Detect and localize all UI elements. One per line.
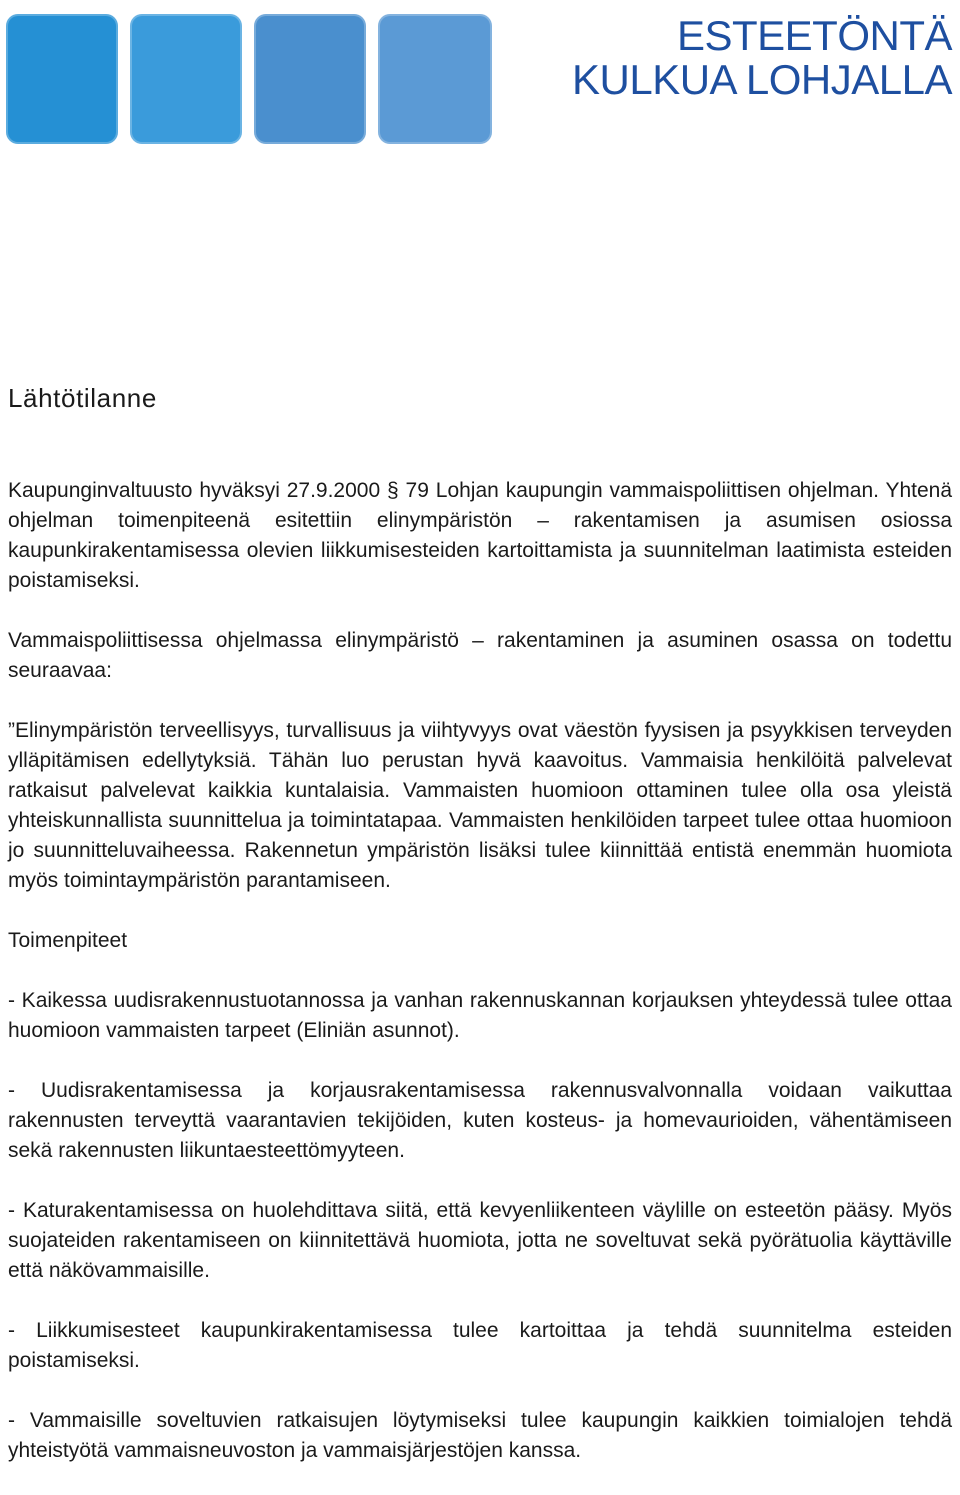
- paragraph-measure-2: - Uudisrakentamisessa ja korjausrakentamisessa rakennusvalvonnalla voidaan vaikuttaa rakennusten terveyttä vaarantavien tekijöiden, kuten kosteus- ja homevaurioiden, vähentämiseen sekä rakennusten liikuntaesteettömyyteen.: [8, 1079, 952, 1162]
- header-block-4: [378, 14, 492, 144]
- header-graphic: [6, 14, 492, 148]
- header-block-1: [6, 14, 118, 144]
- paragraph-measure-1: - Kaikessa uudisrakennustuotannossa ja vanhan rakennuskannan korjauksen yhteydessä tulee ottaa huomioon vammaisten tarpeet (Eliniän asunnot).: [8, 989, 952, 1042]
- body-text: [8, 476, 952, 1466]
- section-heading: Lähtötilanne: [8, 383, 157, 413]
- header-block-2: [130, 14, 242, 144]
- paragraph-measure-3: - Katurakentamisessa on huolehdittava siitä, että kevyenliikenteen väylille on esteetön pääsy. Myös suojateiden rakentamiseen on kiinnitettävä huomiota, jotta ne soveltuvat sekä pyörätuolia käyttäville että näkövammaisille.: [8, 1199, 952, 1282]
- paragraph-quote: ”Elinympäristön terveellisyys, turvallisuus ja viihtyvyys ovat väestön fyysisen ja psyykkisen terveyden ylläpitämisen edellytyksiä. Tähän luo perustan hyvä kaavoitus. Vammaisia henkilöitä palvelevat ratkaisut palvelevat kaikkia kuntalaisia. Vammaisten huomioon ottaminen tulee olla osa yleistä yhteiskunnallista suunnittelua ja toimintatapaa. Vammaisten henkilöiden tarpeet tulee ottaa huomioon jo suunnitteluvaiheessa. Rakennetun ympäristön lisäksi tulee kiinnittää entistä enemmän huomiota myös toimintaympäristön parantamiseen.: [8, 719, 952, 892]
- header-block-3: [254, 14, 366, 144]
- document-title-line-2: KULKUA LOHJALLA: [571, 56, 952, 103]
- paragraph-measure-4: - Liikkumisesteet kaupunkirakentamisessa tulee kartoittaa ja tehdä suunnitelma esteiden poistamiseksi.: [8, 1319, 952, 1372]
- paragraph-measures-heading: Toimenpiteet: [8, 929, 128, 952]
- document-title: [572, 14, 952, 102]
- document-title-line-1: ESTEETÖNTÄ: [676, 12, 952, 59]
- paragraph-measure-5: - Vammaisille soveltuvien ratkaisujen löytymiseksi tulee kaupungin kaikkien toimialojen tehdä yhteistyötä vammaisneuvoston ja vammaisjärjestöjen kanssa.: [8, 1409, 952, 1462]
- paragraph-program: Vammaispoliittisessa ohjelmassa elinympäristö – rakentaminen ja asuminen osassa on todettu seuraavaa:: [8, 629, 952, 682]
- paragraph-intro: Kaupunginvaltuusto hyväksyi 27.9.2000 § 79 Lohjan kaupungin vammaispoliittisen ohjelman. Yhtenä ohjelman toimenpiteenä esitettiin elinympäristön – rakentamisen ja asumisen osiossa kaupunkirakentamisessa olevien liikkumisesteiden kartoittamista ja suunnitelman laatimista esteiden poistamiseksi.: [8, 479, 952, 592]
